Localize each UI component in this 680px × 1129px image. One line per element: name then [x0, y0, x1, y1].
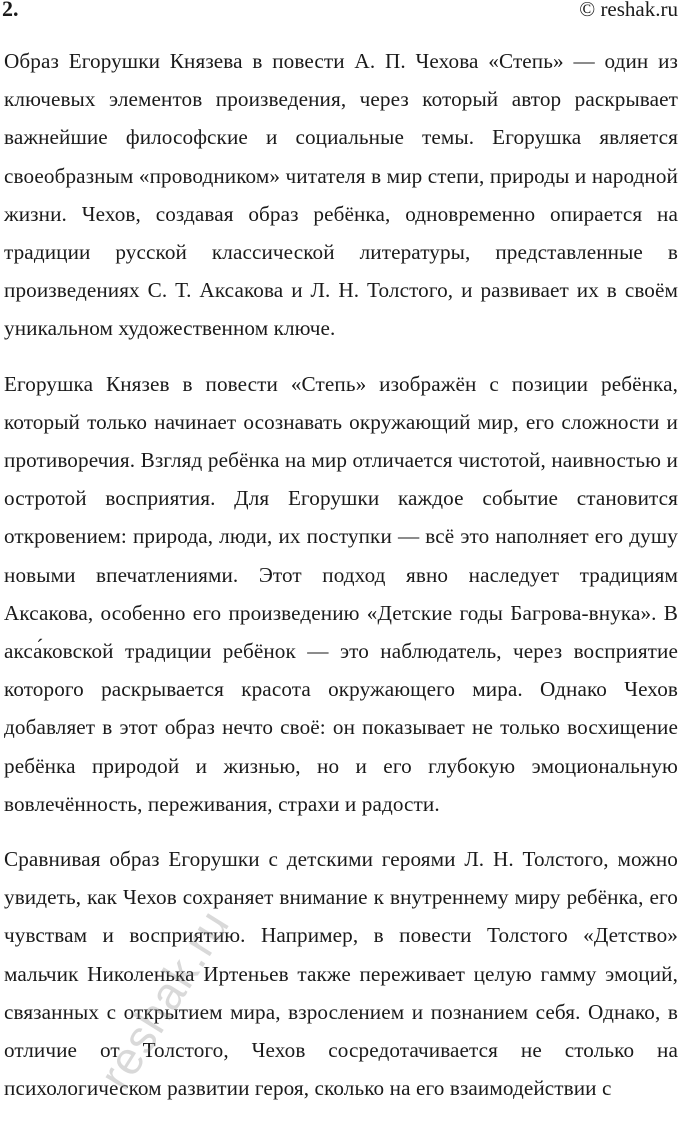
source-credit: © reshak.ru: [579, 0, 678, 21]
page-header: [0, 0, 680, 30]
paragraph: Егорушка Князев в повести «Степь» изображён с позиции ребёнка, который только начинает осознавать окружающий мир, его сложности и противоречия. Взгляд ребёнка на мир отличается чистотой, наивностью и остротой восприятия. Для Егорушки каждое событие становится откровением: природа, люди, их поступки — всё это наполняет его душу новыми впечатлениями. Этот подход явно наследует традициям Аксакова, особенно его произведению «Детские годы Багрова-внука». В акса́ковской традиции ребёнок — это наблюдатель, через восприятие которого раскрывается красота окружающего мира. Однако Чехов добавляет в этот образ нечто своё: он показывает не только восхищение ребёнка природой и жизнью, но и его глубокую эмоциональную вовлечённость, переживания, страхи и радости.: [4, 371, 678, 816]
essay-body: [4, 42, 678, 1124]
watermark: reshak.ru: [88, 900, 240, 1099]
task-number: 2.: [2, 0, 19, 21]
paragraph: Образ Егорушки Князева в повести А. П. Чехова «Степь» — один из ключевых элементов произведения, через который автор раскрывает важнейшие философские и социальные темы. Егорушка является своеобразным «проводником» читателя в мир степи, природы и народной жизни. Чехов, создавая образ ребёнка, одновременно опирается на традиции русской классической литературы, представленные в произведениях С. Т. Аксакова и Л. Н. Толстого, и развивает их в своём уникальном художественном ключе.: [4, 49, 678, 341]
paragraph: Сравнивая образ Егорушки с детскими героями Л. Н. Толстого, можно увидеть, как Чехов сохраняет внимание к внутреннему миру ребёнка, его чувствам и восприятию. Например, в повести Толстого «Детство» мальчик Николенька Иртеньев также переживает целую гамму эмоций, связанных с открытием мира, взрослением и познанием себя. Однако, в отличие от Толстого, Чехов сосредотачивается не столько на психологическом развитии героя, сколько на его взаимодействии с: [4, 847, 678, 1101]
